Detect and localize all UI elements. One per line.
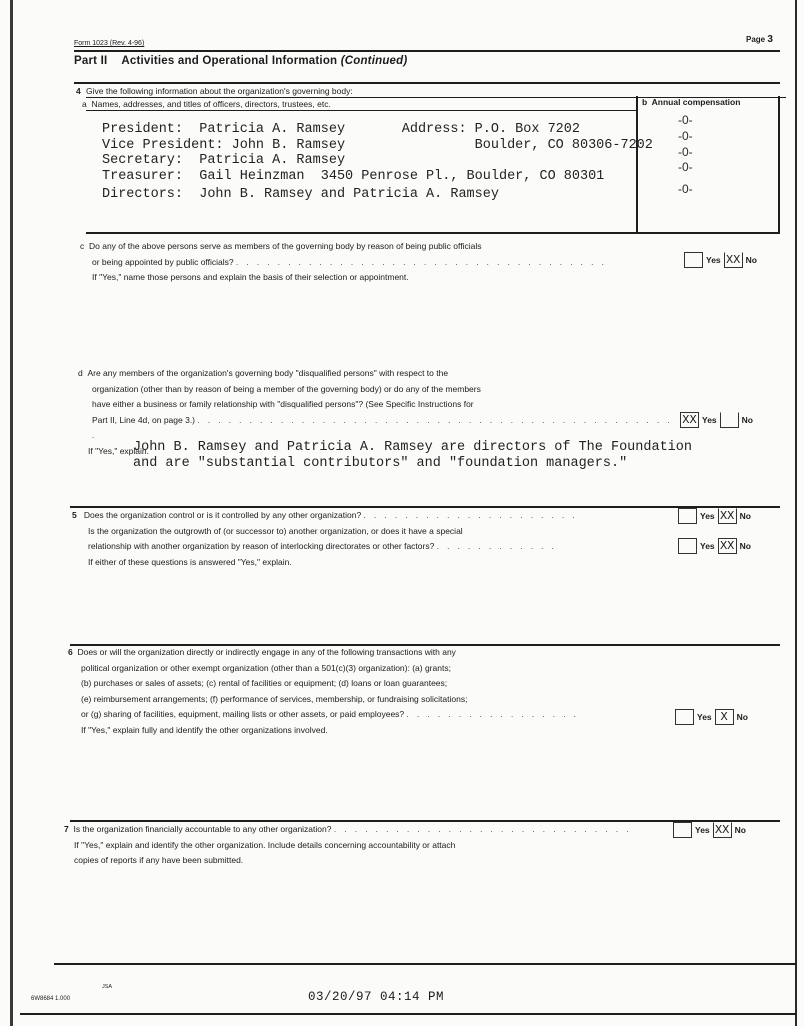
part-suffix: (Continued) (340, 55, 408, 67)
leader-dots: . . . . . . . . . . . . . . . . . . . . . . . . . . . . . . . . . . . . . . . . . . . . . . . (92, 415, 673, 440)
yes-label: Yes (702, 415, 717, 425)
item-label: d (78, 368, 83, 378)
compensation-value: -0- (678, 145, 693, 159)
leader-dots: . . . . . . . . . . . . (436, 542, 557, 551)
explanation-line: John B. Ramsey and Patricia A. Ramsey are directors of The Foundation (133, 440, 692, 455)
q4a-rule (86, 110, 636, 111)
item-label: b (642, 97, 648, 107)
no-checkbox[interactable] (720, 412, 739, 428)
yes-label: Yes (700, 541, 715, 551)
q4d-line: have either a business or family relationship with "disqualified persons"? (See Specific Instructions for (92, 399, 474, 409)
officer-line: Treasurer: Gail Heinzman 3450 Penrose Pl., Boulder, CO 80301 (102, 168, 605, 184)
leader-dots: . . . . . . . . . . . . . . . . . . . . . . . . . . . . . . . . . . . . (235, 257, 607, 267)
item-label: c (80, 241, 85, 251)
no-checkbox[interactable]: XX (724, 252, 743, 268)
q4b-heading (642, 95, 740, 111)
no-label: No (745, 255, 757, 265)
yes-checkbox[interactable] (678, 508, 697, 524)
form-code: 6W8684 1.000 (31, 996, 71, 1002)
q4d-line: If "Yes," explain. (88, 445, 150, 456)
question-number: 4 (76, 86, 81, 96)
q6-line: (b) purchases or sales of assets; (c) rental of facilities or equipment; (d) loans or loan guarantees; (81, 678, 448, 688)
scan-edge-right (795, 0, 797, 1026)
no-label: No (739, 541, 751, 551)
q6-answer (675, 709, 748, 725)
officer-line: Directors: John B. Ramsey and Patricia A. Ramsey (102, 187, 499, 202)
q6-line: political organization or other exempt organization (other than a 501(c)(3) organization): (a) grants; (81, 662, 451, 673)
compensation-value: -0- (678, 160, 693, 174)
q7-answer (673, 822, 746, 838)
q4a-text: Names, addresses, and titles of officers, directors, trustees, etc. (91, 99, 331, 109)
yes-label: Yes (697, 712, 712, 722)
q5-second-answer (678, 538, 751, 554)
yes-label: Yes (695, 825, 710, 835)
page-label: Page (746, 35, 766, 44)
footer-bottom-rule (20, 1013, 796, 1015)
comp-column-right (778, 96, 780, 232)
question-number: 5 (72, 510, 77, 520)
q6-line: (e) reimbursement arrangements; (f) performance of services, membership, or fundraising solicitations; (81, 693, 468, 704)
q5-line: relationship with another organization by reason of interlocking directorates or other factors? (88, 541, 435, 551)
leader-dots: . . . . . . . . . . . . . . . . . . . . . (363, 511, 578, 520)
yes-checkbox[interactable]: XX (680, 412, 699, 428)
q7-line: If "Yes," explain and identify the other organization. Include details concerning accountability or attach (74, 839, 456, 850)
q5-first-answer (678, 508, 751, 524)
no-checkbox[interactable]: XX (718, 508, 737, 524)
no-label: No (734, 825, 746, 835)
explanation-line: and are "substantial contributors" and "foundation managers." (133, 455, 628, 471)
q4a-bottom-rule (86, 232, 780, 234)
no-label: No (739, 511, 751, 521)
item-label: a (82, 99, 87, 109)
question-6 (68, 645, 688, 738)
q6-line: Does or will the organization directly or indirectly engage in any of the following transactions with any (77, 647, 456, 657)
q4d-line: Are any members of the organization's governing body "disqualified persons" with respect to the (87, 368, 449, 378)
q4d-line: Part II, Line 4d, on page 3.) (92, 414, 196, 425)
jsa-label: JSA (102, 984, 113, 990)
print-timestamp: 03/20/97 04:14 PM (308, 990, 445, 1004)
q7-line: Is the organization financially accountable to any other organization? (73, 824, 332, 834)
question-number: 6 (68, 647, 73, 657)
no-label: No (736, 712, 748, 722)
q4c-line: Do any of the above persons serve as members of the governing body by reason of being public officials (88, 241, 482, 251)
q7-line: copies of reports if any have been submitted. (74, 855, 244, 865)
page-number (746, 34, 773, 45)
yes-label: Yes (700, 511, 715, 521)
q5-line: Does the organization control or is it controlled by any other organization? (83, 510, 362, 520)
q6-line: If "Yes," explain fully and identify the other organizations involved. (81, 724, 328, 735)
q4d-answer (680, 412, 753, 428)
q4d-line: organization (other than by reason of being a member of the governing body) or do any of the members (92, 383, 481, 394)
question-4-prompt: Give the following information about the organization's governing body: (86, 86, 353, 96)
yes-checkbox[interactable] (684, 252, 703, 268)
form-id: Form 1023 (Rev. 4-96) (74, 40, 145, 47)
question-number: 7 (64, 824, 69, 834)
question-5 (72, 508, 692, 570)
officer-list (102, 122, 653, 203)
header-rule (74, 50, 780, 52)
q5-line: If either of these questions is answered "Yes," explain. (88, 556, 292, 567)
no-checkbox[interactable]: XX (713, 822, 732, 838)
officer-line: President: Patricia A. Ramsey Address: P.O. Box 7202 (102, 122, 580, 137)
q4c-answer (684, 252, 757, 268)
yes-checkbox[interactable] (675, 709, 694, 725)
part-title (74, 55, 407, 67)
part-heading: Activities and Operational Information (121, 55, 338, 67)
leader-dots: . . . . . . . . . . . . . . . . . (406, 710, 579, 719)
page-number-value: 3 (767, 34, 773, 45)
no-checkbox[interactable]: X (715, 709, 734, 725)
officer-line: Vice President: John B. Ramsey Boulder, CO 80306-7202 (102, 137, 653, 153)
compensation-value: -0- (678, 129, 693, 143)
no-checkbox[interactable]: XX (718, 538, 737, 554)
yes-checkbox[interactable] (678, 538, 697, 554)
q6-line: or (g) sharing of facilities, equipment, mailing lists or other assets, or paid employees? (81, 709, 405, 719)
q4c-line: or being appointed by public officials? (92, 256, 234, 267)
compensation-value: -0- (678, 182, 693, 196)
no-label: No (741, 415, 753, 425)
q5-line: Is the organization the outgrowth of (or successor to) another organization, or does it have a special (88, 525, 463, 536)
yes-label: Yes (706, 255, 721, 265)
compensation-value: -0- (678, 113, 693, 127)
q4d-explanation (133, 440, 692, 471)
officer-line: Secretary: Patricia A. Ramsey (102, 153, 346, 168)
leader-dots: . . . . . . . . . . . . . . . . . . . . . . . . . . . . . (333, 825, 632, 834)
q4b-text: Annual compensation (651, 97, 741, 107)
footer-top-rule (54, 963, 796, 965)
question-7 (64, 822, 684, 869)
part-label: Part II (74, 55, 108, 67)
yes-checkbox[interactable] (673, 822, 692, 838)
q4c-line: If "Yes," name those persons and explain the basis of their selection or appointment. (92, 272, 409, 282)
scan-edge-left (10, 0, 13, 1026)
q4c (80, 239, 680, 286)
